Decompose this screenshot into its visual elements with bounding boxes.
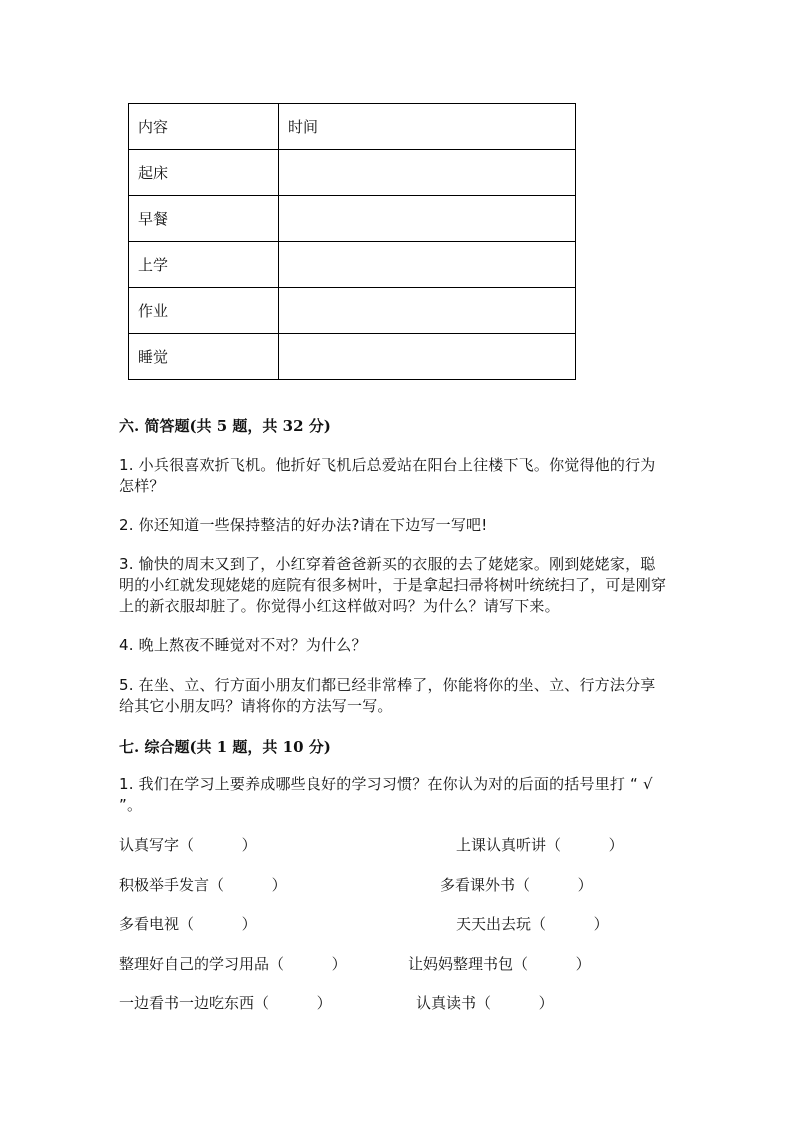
choice-item: 天天出去玩（ ） [456,915,609,933]
table-cell: 睡觉 [129,334,279,380]
choice-item: 多看电视（ ） [119,915,257,933]
table-cell [279,242,576,288]
table-cell [279,334,576,380]
table-header-row [129,104,576,150]
question-6-3: 3. 愉快的周末又到了，小红穿着爸爸新买的衣服的去了姥姥家。刚到姥姥家，聪明的小红就发现姥姥的庭院有很多树叶，于是拿起扫帚将树叶统统扫了，可是刚穿上的新衣服却脏了。你觉得小红这样做对吗？为什么？请写下来。 [119,555,667,615]
question-6-4: 4. 晚上熬夜不睡觉对不对？为什么？ [119,636,367,654]
table-row [129,288,576,334]
table-header-cell: 时间 [279,104,576,150]
question-7-1: 1. 我们在学习上要养成哪些良好的学习习惯？在你认为对的后面的括号里打 “ √ ”。 [119,775,653,814]
choice-item: 一边看书一边吃东西（ ） [119,994,332,1012]
question-6-2: 2. 你还知道一些保持整洁的好办法?请在下边写一写吧! [119,516,488,534]
schedule-table [128,103,576,380]
question-6-1: 1. 小兵很喜欢折飞机。他折好飞机后总爱站在阳台上往楼下飞。你觉得他的行为怎样？ [119,456,656,495]
choice-item: 积极举手发言（ ） [119,876,287,894]
table-cell [279,196,576,242]
table-cell: 上学 [129,242,279,288]
table-cell [279,150,576,196]
table-row [129,334,576,380]
choice-item: 认真读书（ ） [416,994,554,1012]
table-cell [279,288,576,334]
choice-item: 多看课外书（ ） [440,876,593,894]
table-cell: 起床 [129,150,279,196]
choice-item: 让妈妈整理书包（ ） [408,955,591,973]
choice-item: 整理好自己的学习用品（ ） [119,955,347,973]
table-header-cell: 内容 [129,104,279,150]
section-7-heading: 七. 综合题(共 1 题，共 10 分) [119,738,331,756]
table-row [129,196,576,242]
question-6-5: 5. 在坐、立、行方面小朋友们都已经非常棒了，你能将你的坐、立、行方法分享给其它小朋友吗？请将你的方法写一写。 [119,676,656,715]
table-row [129,150,576,196]
choice-item: 上课认真听讲（ ） [456,836,624,854]
section-6-heading: 六. 简答题(共 5 题，共 32 分) [119,417,331,435]
table-cell: 作业 [129,288,279,334]
choice-item: 认真写字（ ） [119,836,257,854]
table-cell: 早餐 [129,196,279,242]
table-row [129,242,576,288]
